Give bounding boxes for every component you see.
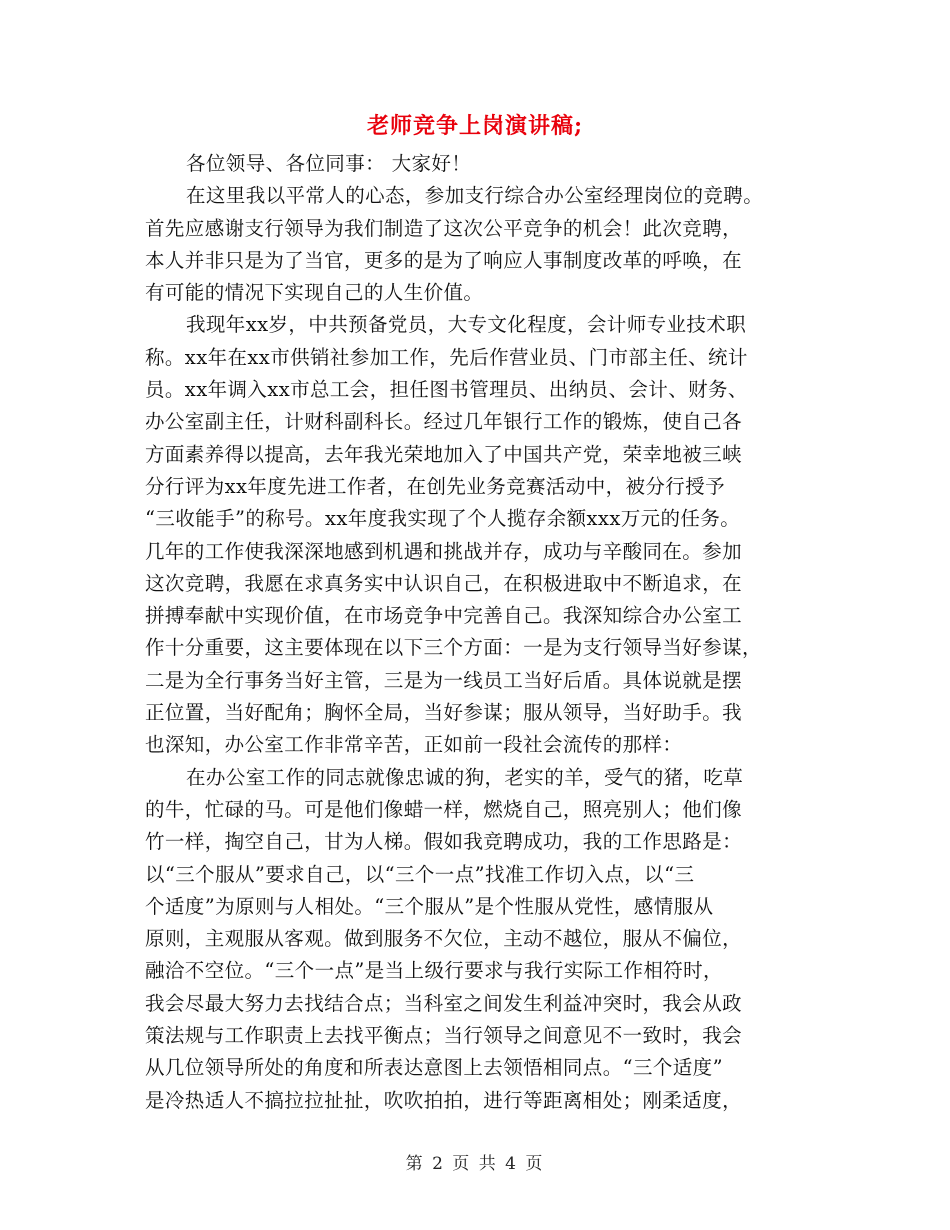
text-line: 是冷热适人不搞拉拉扯扯，吹吹拍拍，进行等距离相处；刚柔适度， bbox=[145, 1088, 743, 1112]
text-line: 在这里我以平常人的心态，参加支行综合办公室经理岗位的竞聘。 bbox=[186, 184, 764, 208]
text-line: 的牛，忙碌的马。可是他们像蜡一样，燃烧自己，照亮别人；他们像 bbox=[145, 797, 743, 821]
text-line: 几年的工作使我深深地感到机遇和挑战并存，成功与辛酸同在。参加 bbox=[145, 539, 743, 563]
text-line: 拼搏奉献中实现价值，在市场竞争中完善自己。我深知综合办公室工 bbox=[145, 604, 743, 628]
text-line: 我会尽最大努力去找结合点；当科室之间发生利益冲突时，我会从政 bbox=[145, 991, 743, 1015]
text-line: 作十分重要，这主要体现在以下三个方面：一是为支行领导当好参谋， bbox=[145, 636, 762, 660]
text-line: 我现年xx岁，中共预备党员，大专文化程度，会计师专业技术职 bbox=[186, 313, 747, 337]
text-line: 方面素养得以提高，去年我光荣地加入了中国共产党，荣幸地被三峡 bbox=[145, 442, 743, 466]
text-line: 原则，主观服从客观。做到服务不欠位，主动不越位，服从不偏位， bbox=[145, 927, 743, 951]
document-title: 老师竞争上岗演讲稿; bbox=[366, 113, 584, 139]
text-line: 策法规与工作职责上去找平衡点；当行领导之间意见不一致时，我会 bbox=[145, 1024, 743, 1048]
text-line: 本人并非只是为了当官，更多的是为了响应人事制度改革的呼唤，在 bbox=[145, 248, 743, 272]
text-line: 首先应感谢支行领导为我们制造了这次公平竞争的机会！此次竞聘， bbox=[145, 216, 743, 240]
page-footer: 第 2 页 共 4 页 bbox=[405, 1154, 545, 1174]
text-line: 也深知，办公室工作非常辛苦，正如前一段社会流传的那样： bbox=[145, 733, 683, 757]
text-line: 竹一样，掏空自己，甘为人梯。假如我竞聘成功，我的工作思路是： bbox=[145, 830, 743, 854]
text-line: “三收能手”的称号。xx年度我实现了个人揽存余额xxx万元的任务。 bbox=[145, 507, 741, 531]
text-line: 从几位领导所处的角度和所表达意图上去领悟相同点。“三个适度” bbox=[145, 1056, 723, 1080]
text-line: 有可能的情况下实现自己的人生价值。 bbox=[145, 281, 484, 305]
text-line: 员。xx年调入xx市总工会，担任图书管理员、出纳员、会计、财务、 bbox=[145, 378, 748, 402]
text-line: 二是为全行事务当好主管，三是为一线员工当好后盾。具体说就是摆 bbox=[145, 668, 743, 692]
text-line: 个适度”为原则与人相处。“三个服从”是个性服从党性，感情服从 bbox=[145, 894, 714, 918]
document-body bbox=[145, 148, 805, 1117]
text-line: 在办公室工作的同志就像忠诚的狗，老实的羊，受气的猪，吃草 bbox=[186, 765, 744, 789]
text-line: 称。xx年在xx市供销社参加工作，先后作营业员、门市部主任、统计 bbox=[145, 345, 748, 369]
text-line: 融洽不空位。“三个一点”是当上级行要求与我行实际工作相符时， bbox=[145, 959, 723, 983]
text-line: 这次竞聘，我愿在求真务实中认识自己，在积极进取中不断追求，在 bbox=[145, 571, 743, 595]
text-line: 正位置，当好配角；胸怀全局，当好参谋；服从领导，当好助手。我 bbox=[145, 701, 743, 725]
text-line: 分行评为xx年度先进工作者，在创先业务竞赛活动中，被分行授予 bbox=[145, 474, 725, 498]
text-line: 办公室副主任，计财科副科长。经过几年银行工作的锻炼，使自己各 bbox=[145, 410, 743, 434]
text-line: 以“三个服从”要求自己，以“三个一点”找准工作切入点，以“三 bbox=[145, 862, 695, 886]
text-line: 各位领导、各位同事： 大家好！ bbox=[186, 152, 472, 175]
